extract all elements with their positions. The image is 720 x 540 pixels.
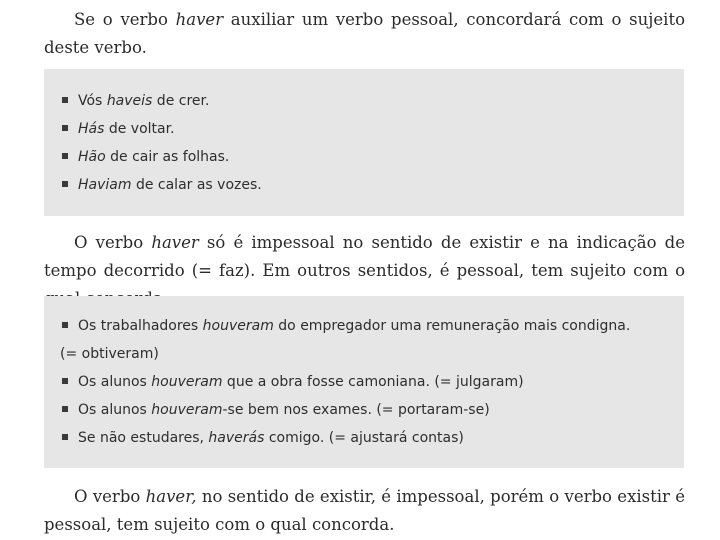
emphasis: haveis xyxy=(106,93,153,109)
bullet-icon xyxy=(62,434,68,440)
continuation: (= obtiveram) xyxy=(60,346,159,362)
bullet-icon xyxy=(62,153,68,159)
text: só é impessoal no sentido de existir e na indicação de tempo decorrido (= faz). Em outros sentidos, é pessoal, tem sujeito com o xyxy=(44,233,685,280)
text: Os trabalhadores xyxy=(78,318,203,334)
emphasis: houveram xyxy=(151,402,223,418)
text: auxiliar um verbo pessoal, concordará com o sujeito deste verbo. xyxy=(44,10,686,57)
bullet-icon xyxy=(62,97,68,103)
text: que a obra fosse camoniana. (= julgaram) xyxy=(222,374,524,390)
text: Os alunos xyxy=(78,402,152,418)
text: de crer. xyxy=(152,93,210,109)
text: -se bem nos exames. (= portaram-se) xyxy=(222,402,490,418)
text: Vós xyxy=(78,93,107,109)
text: Se o verbo xyxy=(74,10,176,29)
text: O verbo xyxy=(74,487,146,506)
text: Os alunos xyxy=(78,374,152,390)
text: no sentido de existir, é impessoal, porém o verbo existir é pessoal, tem sujeito com o qual concorda. xyxy=(44,487,685,534)
emphasis: haver xyxy=(175,10,224,29)
list-item xyxy=(60,87,684,115)
list-item xyxy=(60,115,684,143)
list-item xyxy=(60,368,684,396)
emphasis: haver, xyxy=(145,487,197,506)
text: O verbo xyxy=(74,233,152,252)
emphasis: houveram xyxy=(202,318,274,334)
example-box-pessoal xyxy=(44,296,684,468)
text: Se não estudares, xyxy=(78,430,209,446)
bullet-icon xyxy=(62,125,68,131)
emphasis: Hão xyxy=(78,149,106,165)
bullet-icon xyxy=(62,322,68,328)
paragraph-haver-auxiliar xyxy=(44,6,685,62)
emphasis: Hás xyxy=(78,121,105,137)
bullet-icon xyxy=(62,181,68,187)
paragraph-haver-existir xyxy=(44,483,685,539)
text: de voltar. xyxy=(104,121,175,137)
emphasis: haver xyxy=(151,233,199,252)
text: de calar as vozes. xyxy=(131,177,262,193)
example-list xyxy=(60,87,684,199)
bullet-icon xyxy=(62,406,68,412)
text: do empregador uma remuneração mais condigna. xyxy=(273,318,631,334)
example-list xyxy=(60,312,684,452)
text: de cair as folhas. xyxy=(105,149,230,165)
example-box-auxiliar xyxy=(44,69,684,216)
emphasis: Haviam xyxy=(78,177,132,193)
list-item xyxy=(60,171,684,199)
text: comigo. (= ajustará contas) xyxy=(264,430,464,446)
bullet-icon xyxy=(62,378,68,384)
emphasis: haverás xyxy=(208,430,265,446)
list-item xyxy=(60,424,684,452)
list-item xyxy=(60,143,684,171)
list-item xyxy=(60,396,684,424)
list-item xyxy=(60,312,684,368)
emphasis: houveram xyxy=(151,374,223,390)
